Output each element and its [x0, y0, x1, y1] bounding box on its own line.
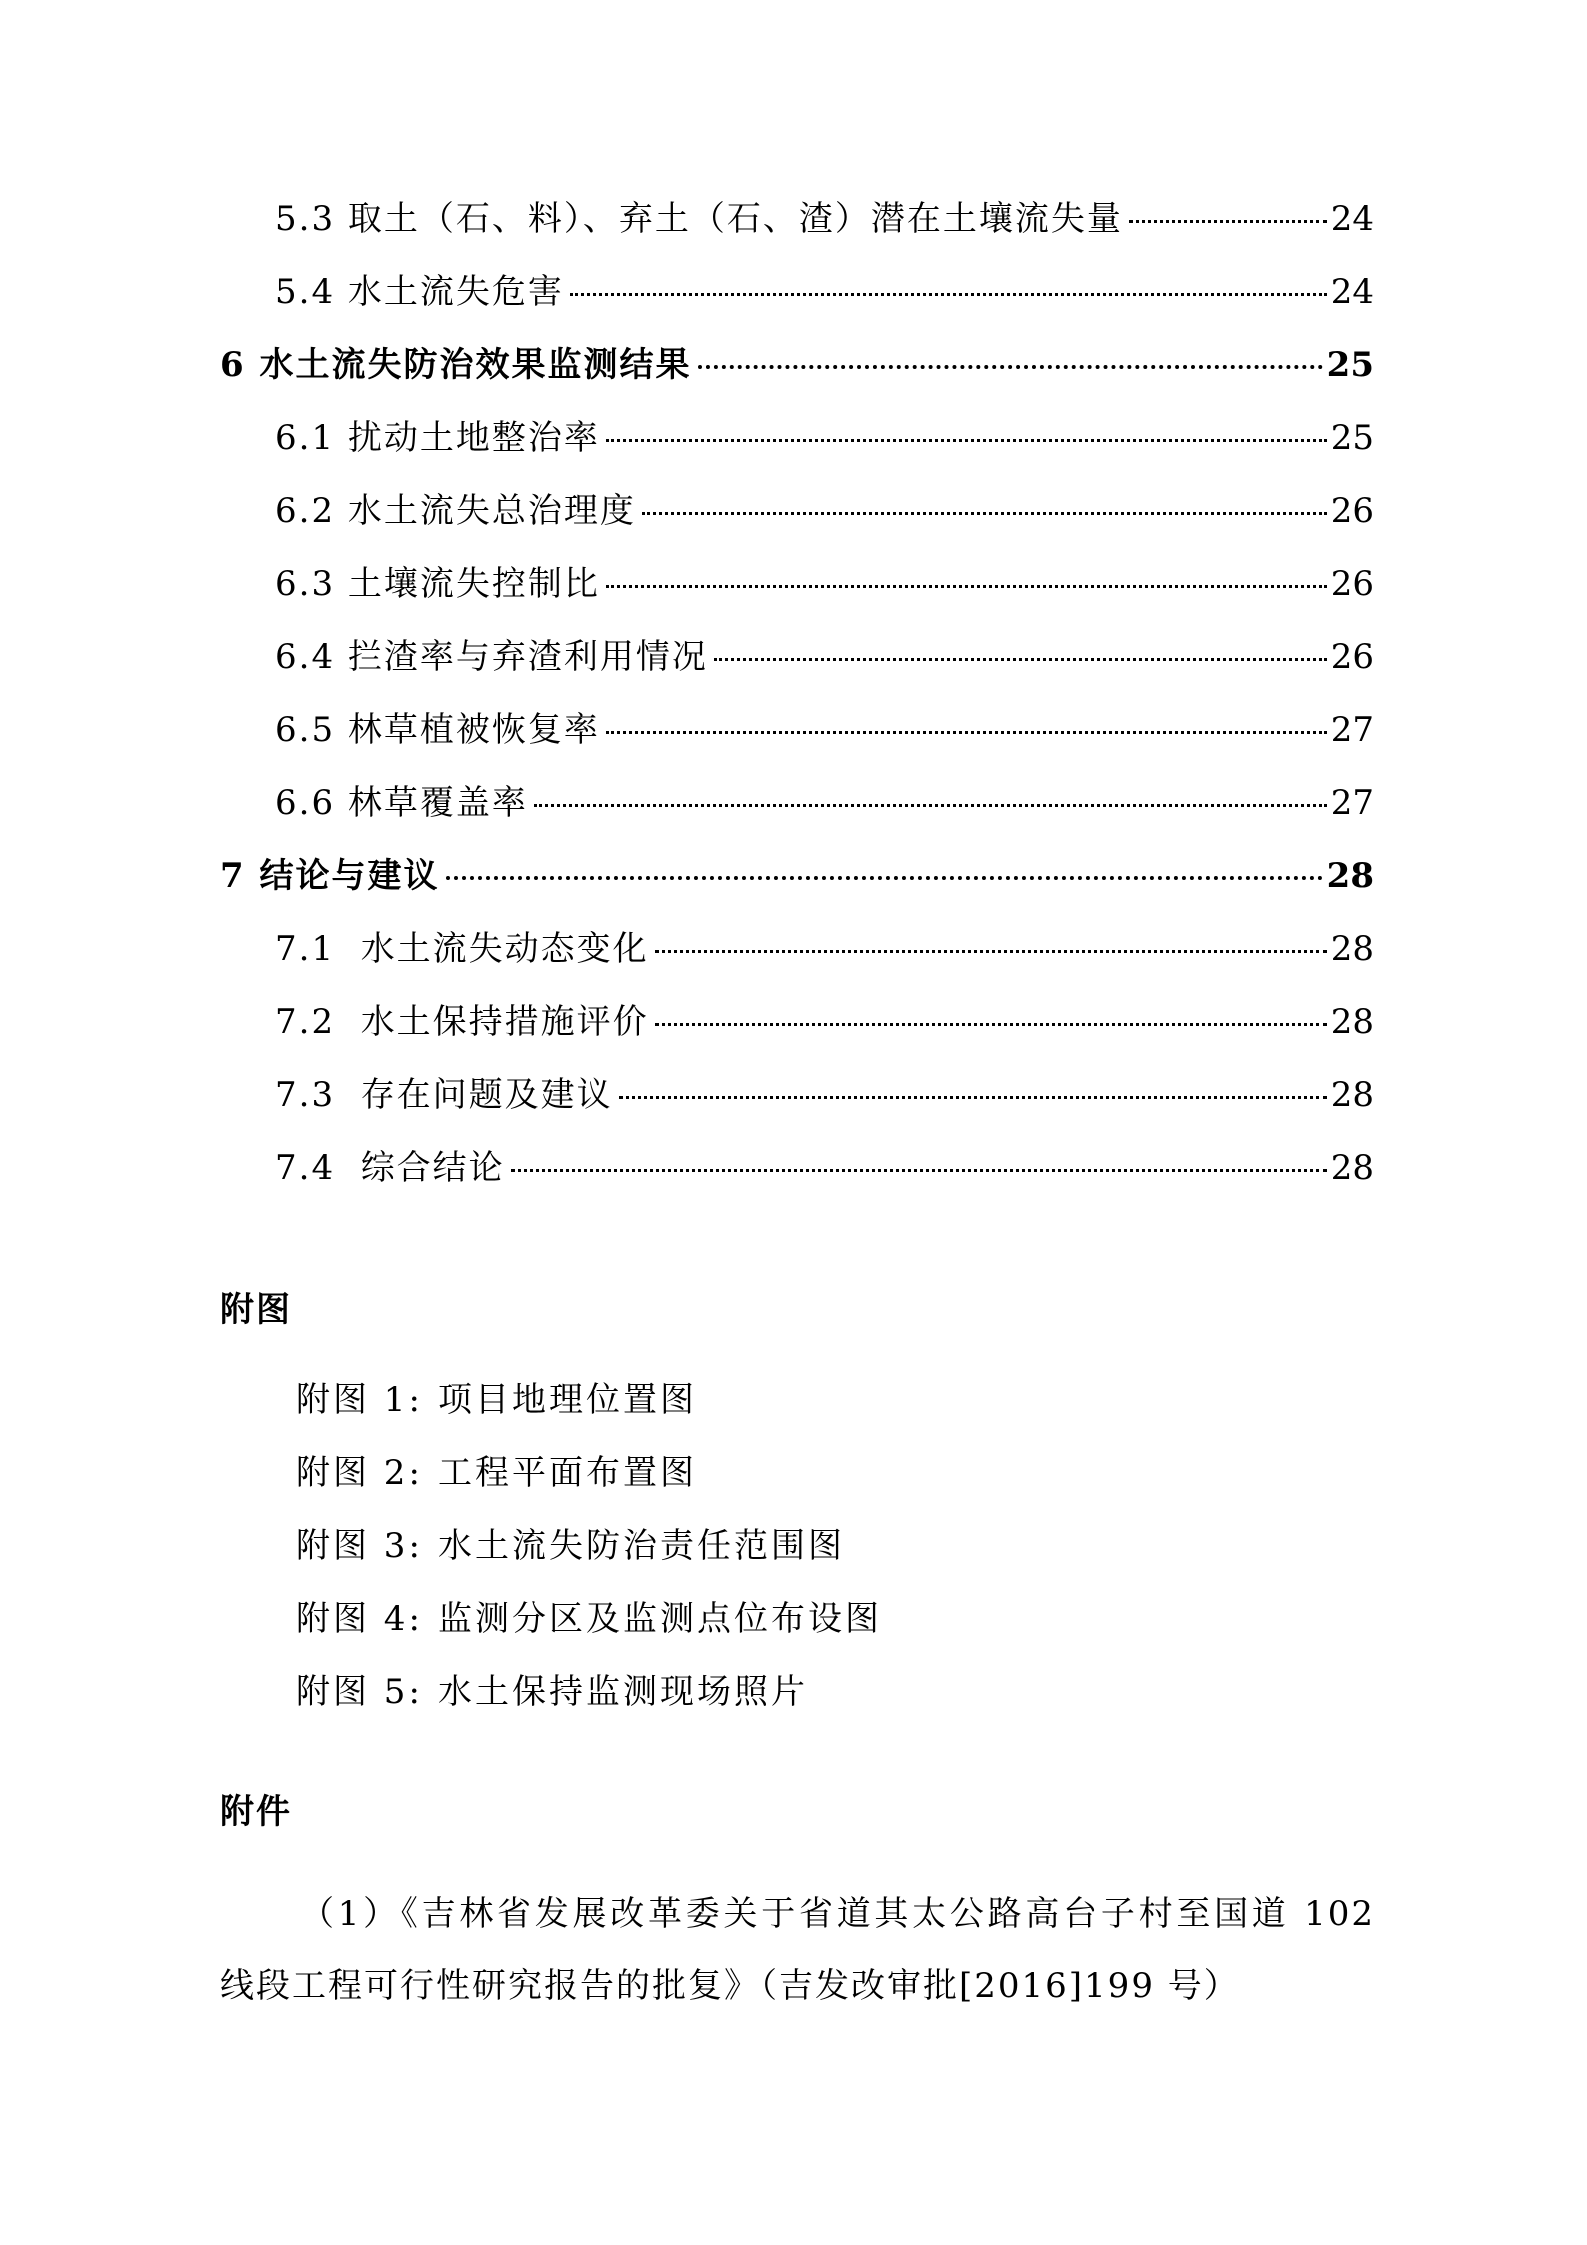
- toc-dot-leader: [655, 950, 1327, 953]
- toc-entry-number: 7.3: [275, 1075, 361, 1115]
- toc-entry-number: 7: [220, 856, 260, 896]
- toc-entry-number: 6.5: [275, 710, 348, 750]
- toc-entry-title: 水土流失动态变化: [360, 929, 649, 969]
- toc-entry-number: 5.3: [275, 199, 348, 239]
- toc-dot-leader: [698, 365, 1323, 369]
- attachments-heading: 附件: [220, 1792, 292, 1832]
- toc-entry-page: 28: [1326, 856, 1374, 896]
- toc-entry-title: 土壤流失控制比: [347, 564, 600, 604]
- toc-entry-number: 6.2: [275, 491, 348, 531]
- toc-entry-title: 取土（石、料）、弃土（石、渣）潜在土壤流失量: [347, 199, 1123, 239]
- toc-entry-title: 林草植被恢复率: [347, 710, 600, 750]
- toc-entry-page: 25: [1330, 418, 1374, 458]
- toc-dot-leader: [446, 876, 1323, 880]
- toc-dot-leader: [606, 731, 1327, 734]
- toc-entry-5-3[interactable]: [275, 197, 1374, 241]
- toc-entry-page: 26: [1330, 564, 1374, 604]
- toc-dot-leader: [534, 804, 1327, 807]
- toc-entry-number: 6.4: [275, 637, 348, 677]
- toc-entry-number: 7.1: [275, 929, 361, 969]
- toc-entry-title: 扰动土地整治率: [347, 418, 600, 458]
- toc-entry-title: 存在问题及建议: [360, 1075, 613, 1115]
- toc-entry-6-5[interactable]: [275, 708, 1374, 752]
- toc-entry-7-1[interactable]: [275, 927, 1374, 971]
- toc-entry-6-2[interactable]: [275, 489, 1374, 533]
- toc-entry-6-3[interactable]: [275, 562, 1374, 606]
- toc-entry-6-1[interactable]: [275, 416, 1374, 460]
- figure-item: [296, 1451, 697, 1495]
- toc-entry-page: 24: [1330, 199, 1374, 239]
- toc-entry-title: 水土流失防治效果监测结果: [259, 345, 692, 385]
- toc-entry-number: 6.1: [275, 418, 348, 458]
- toc-entry-title: 拦渣率与弃渣利用情况: [347, 637, 708, 677]
- toc-entry-7-3[interactable]: [275, 1073, 1374, 1117]
- figure-label: 附图 2:: [296, 1453, 423, 1493]
- figure-text: 项目地理位置图: [438, 1380, 697, 1420]
- toc-dot-leader: [606, 439, 1327, 442]
- toc-entry-page: 25: [1326, 345, 1374, 385]
- toc-entry-page: 28: [1330, 929, 1374, 969]
- figure-label: 附图 3:: [296, 1526, 423, 1566]
- toc-entry-page: 26: [1330, 637, 1374, 677]
- toc-entry-6-6[interactable]: [275, 781, 1374, 825]
- figures-heading: 附图: [220, 1290, 292, 1330]
- toc-entry-6-4[interactable]: [275, 635, 1374, 679]
- toc-entry-page: 28: [1330, 1148, 1374, 1188]
- toc-entry-number: 6.3: [275, 564, 348, 604]
- attachment-item: [220, 1878, 1375, 2022]
- toc-entry-title: 结论与建议: [259, 856, 440, 896]
- toc-dot-leader: [1129, 220, 1327, 223]
- toc-entry-page: 28: [1330, 1002, 1374, 1042]
- attachment-line-1: （1）《吉林省发展改革委关于省道其太公路高台子村至国道 102: [300, 1894, 1375, 1934]
- toc-dot-leader: [570, 293, 1327, 296]
- attachment-line-2: 线段工程可行性研究报告的批复》（吉发改审批[2016]199 号）: [220, 1966, 1240, 2006]
- figure-item: [296, 1524, 845, 1568]
- toc-entry-title: 水土流失总治理度: [347, 491, 636, 531]
- toc-entry-page: 24: [1330, 272, 1374, 312]
- figure-text: 水土保持监测现场照片: [438, 1672, 808, 1712]
- toc-entry-number: 6: [220, 345, 260, 385]
- figure-text: 监测分区及监测点位布设图: [438, 1599, 882, 1639]
- toc-entry-page: 27: [1330, 710, 1374, 750]
- toc-entry-number: 7.4: [275, 1148, 361, 1188]
- toc-chapter-6[interactable]: [220, 343, 1374, 387]
- toc-dot-leader: [655, 1023, 1327, 1026]
- toc-entry-5-4[interactable]: [275, 270, 1374, 314]
- toc-entry-page: 26: [1330, 491, 1374, 531]
- toc-entry-title: 综合结论: [360, 1148, 505, 1188]
- toc-dot-leader: [619, 1096, 1327, 1099]
- toc-entry-7-4[interactable]: [275, 1146, 1374, 1190]
- figure-text: 水土流失防治责任范围图: [438, 1526, 845, 1566]
- figure-label: 附图 4:: [296, 1599, 423, 1639]
- figure-label: 附图 5:: [296, 1672, 423, 1712]
- figure-text: 工程平面布置图: [438, 1453, 697, 1493]
- toc-entry-number: 7.2: [275, 1002, 361, 1042]
- toc-dot-leader: [714, 658, 1327, 661]
- figure-item: [296, 1597, 882, 1641]
- toc-entry-number: 5.4: [275, 272, 348, 312]
- figure-item: [296, 1378, 697, 1422]
- toc-entry-page: 27: [1330, 783, 1374, 823]
- toc-entry-page: 28: [1330, 1075, 1374, 1115]
- toc-entry-7-2[interactable]: [275, 1000, 1374, 1044]
- toc-entry-title: 水土流失危害: [347, 272, 564, 312]
- toc-entry-number: 6.6: [275, 783, 348, 823]
- toc-dot-leader: [642, 512, 1327, 515]
- toc-entry-title: 林草覆盖率: [347, 783, 528, 823]
- figure-label: 附图 1:: [296, 1380, 423, 1420]
- toc-dot-leader: [606, 585, 1327, 588]
- toc-dot-leader: [511, 1169, 1327, 1172]
- toc-chapter-7[interactable]: [220, 854, 1374, 898]
- figure-item: [296, 1670, 808, 1714]
- toc-entry-title: 水土保持措施评价: [360, 1002, 649, 1042]
